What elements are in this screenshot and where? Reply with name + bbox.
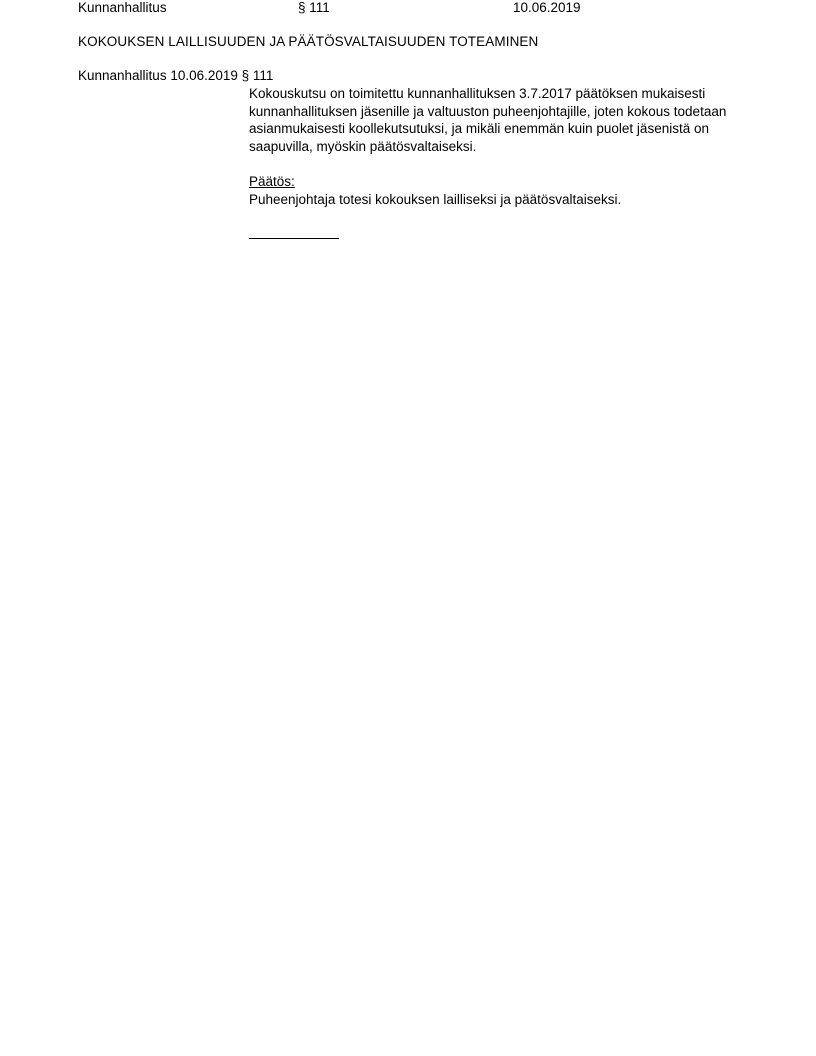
document-header: [78, 0, 738, 16]
decision-section: [249, 173, 741, 208]
decision-text: Puheenjohtaja totesi kokouksen lailliseksi ja päätösvaltaiseksi.: [249, 191, 622, 207]
header-body-name: Kunnanhallitus: [78, 0, 167, 15]
header-section-number: § 111: [298, 0, 330, 15]
body-paragraph: Kokouskutsu on toimitettu kunnanhallituksen 3.7.2017 päätöksen mukaisesti kunnanhallituksen jäsenille ja valtuuston puheenjohtajille, joten kokous todetaan asianmukaisesti koollekutsutuksi, ja mikäli enemmän kuin puolet jäsenistä on saapuvilla, myöskin päätösvaltaiseksi.: [249, 86, 727, 154]
document-body: [249, 85, 741, 209]
page-title: KOKOUKSEN LAILLISUUDEN JA PÄÄTÖSVALTAISUUDEN TOTEAMINEN: [78, 34, 539, 49]
header-date: 10.06.2019: [513, 0, 581, 15]
signature-rule: [249, 238, 339, 239]
agenda-item-reference: Kunnanhallitus 10.06.2019 § 111: [78, 68, 274, 83]
decision-label: Päätös:: [249, 174, 295, 190]
